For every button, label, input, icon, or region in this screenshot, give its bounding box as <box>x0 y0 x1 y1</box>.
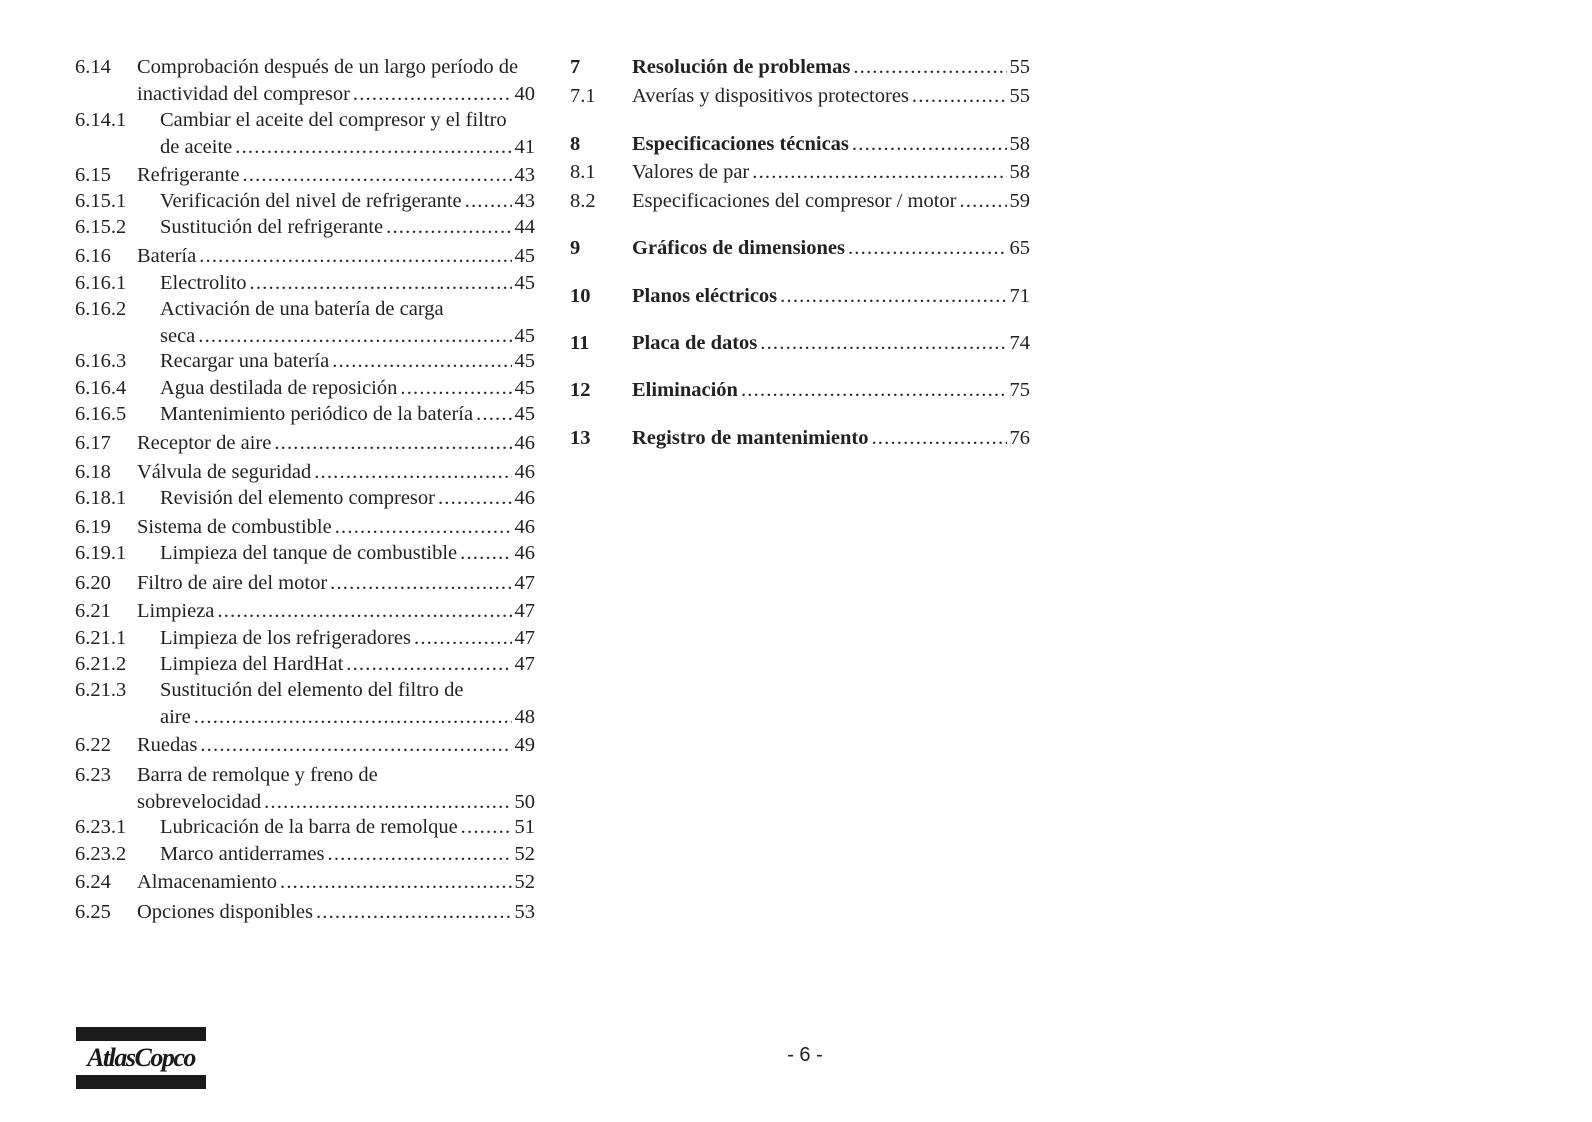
toc-entry-title: Sistema de combustible <box>137 516 332 538</box>
toc-leader-dots <box>414 625 511 652</box>
toc-entry[interactable] <box>75 401 535 428</box>
toc-leader-dots <box>460 540 511 567</box>
toc-leader-dots <box>912 83 1007 110</box>
toc-entry-page: 45 <box>514 272 535 294</box>
toc-entry-number: 6.23.2 <box>75 843 127 865</box>
toc-entry-title: Electrolito <box>160 272 247 294</box>
toc-leader-dots <box>400 375 511 402</box>
toc-entry[interactable] <box>75 677 535 731</box>
toc-entry-page: 51 <box>514 816 535 838</box>
toc-entry-title: Activación de una batería de carga <box>160 298 444 320</box>
toc-leader-dots <box>780 283 1006 310</box>
toc-entry-title: Eliminación <box>632 379 738 401</box>
toc-entry-title: Recargar una batería <box>160 350 330 372</box>
toc-entry-page: 59 <box>1009 190 1030 212</box>
toc-entry-title: Receptor de aire <box>137 432 272 454</box>
toc-entry-page: 49 <box>514 734 535 756</box>
toc-leader-dots <box>752 159 1006 186</box>
toc-entry-page: 46 <box>514 487 535 509</box>
toc-leader-dots <box>741 377 1007 404</box>
toc-entry-page: 58 <box>1009 133 1030 155</box>
toc-entry-page: 50 <box>514 791 535 813</box>
toc-entry-page: 48 <box>514 706 535 728</box>
toc-entry-title: Cambiar el aceite del compresor y el filtro <box>160 109 507 131</box>
toc-entry-title: Sustitución del refrigerante <box>160 216 384 238</box>
toc-chapter-entry[interactable] <box>570 235 1030 262</box>
toc-leader-dots <box>328 841 512 868</box>
toc-entry-title: Registro de mantenimiento <box>632 427 869 449</box>
toc-leader-dots <box>280 869 511 896</box>
toc-entry-page: 44 <box>514 216 535 238</box>
toc-entry-number: 6.14 <box>75 56 111 78</box>
toc-entry-title: Gráficos de dimensiones <box>632 237 845 259</box>
toc-entry-number: 6.25 <box>75 901 111 923</box>
toc-entry-number: 6.21 <box>75 600 111 622</box>
toc-entry-page: 46 <box>514 516 535 538</box>
toc-entry-page: 40 <box>514 83 535 105</box>
toc-entry-title: Verificación del nivel de refrigerante <box>160 190 462 212</box>
toc-entry-title-continued: aire <box>160 706 191 728</box>
toc-entry[interactable] <box>75 430 535 457</box>
toc-entry-page: 41 <box>514 136 535 158</box>
toc-entry-title: Valores de par <box>632 161 750 183</box>
toc-entry-page: 52 <box>514 871 535 893</box>
toc-entry-number: 6.15.1 <box>75 190 127 212</box>
toc-entry-number: 11 <box>570 332 590 354</box>
toc-entry-number: 6.23 <box>75 764 111 786</box>
toc-leader-dots <box>198 323 511 350</box>
toc-entry[interactable] <box>75 243 535 270</box>
logo-bar-bottom <box>76 1075 206 1089</box>
atlas-copco-logo <box>76 1027 206 1089</box>
toc-entry-number: 6.16.4 <box>75 377 127 399</box>
toc-entry[interactable] <box>75 188 535 215</box>
toc-entry-number: 6.22 <box>75 734 111 756</box>
toc-entry-title: Válvula de seguridad <box>137 461 312 483</box>
toc-entry-title: Limpieza de los refrigeradores <box>160 627 412 649</box>
toc-entry[interactable] <box>75 814 535 841</box>
toc-entry-number: 7.1 <box>570 85 596 107</box>
toc-chapter-entry[interactable] <box>570 377 1030 404</box>
toc-entry-title: Batería <box>137 245 197 267</box>
toc-leader-dots <box>235 134 511 161</box>
toc-leader-dots <box>330 570 511 597</box>
toc-entry-page: 52 <box>514 843 535 865</box>
toc-entry-title: Planos eléctricos <box>632 285 778 307</box>
toc-entry-number: 6.18.1 <box>75 487 127 509</box>
toc-entry-title: Agua destilada de reposición <box>160 377 398 399</box>
toc-entry-title: Comprobación después de un largo período de <box>137 56 519 78</box>
toc-entry-page: 47 <box>514 572 535 594</box>
toc-entry-page: 46 <box>514 461 535 483</box>
toc-entry-page: 43 <box>514 190 535 212</box>
toc-entry-number: 6.19.1 <box>75 542 127 564</box>
toc-entry-page: 55 <box>1009 85 1030 107</box>
toc-entry-title: Averías y dispositivos protectores <box>632 85 909 107</box>
toc-entry[interactable] <box>75 732 535 759</box>
toc-entry-number: 6.23.1 <box>75 816 127 838</box>
toc-entry-page: 45 <box>514 325 535 347</box>
logo-wordmark: AtlasCopco <box>87 1043 195 1072</box>
toc-entry[interactable] <box>75 348 535 375</box>
toc-entry-number: 6.16.3 <box>75 350 127 372</box>
toc-entry-number: 6.19 <box>75 516 111 538</box>
toc-entry-page: 45 <box>514 403 535 425</box>
toc-entry-page: 47 <box>514 600 535 622</box>
toc-entry-title: Almacenamiento <box>137 871 278 893</box>
toc-entry-page: 45 <box>514 245 535 267</box>
toc-entry-number: 6.15 <box>75 164 111 186</box>
toc-entry-title: Limpieza del tanque de combustible <box>160 542 458 564</box>
toc-leader-dots <box>871 425 1006 452</box>
toc-entry-number: 6.20 <box>75 572 111 594</box>
toc-entry-number: 12 <box>570 379 591 401</box>
toc-leader-dots <box>346 651 511 678</box>
toc-entry-title: Mantenimiento periódico de la batería <box>160 403 474 425</box>
toc-entry-page: 45 <box>514 350 535 372</box>
toc-entry[interactable] <box>75 107 535 161</box>
toc-entry-page: 47 <box>514 653 535 675</box>
toc-entry[interactable] <box>75 625 535 652</box>
toc-entry-page: 45 <box>514 377 535 399</box>
toc-entry[interactable] <box>75 899 535 926</box>
toc-entry-title: Sustitución del elemento del filtro de <box>160 679 464 701</box>
toc-chapter-entry[interactable] <box>570 283 1030 310</box>
toc-entry-title: Especificaciones del compresor / motor <box>632 190 957 212</box>
logo-bar-top <box>76 1027 206 1041</box>
toc-leader-dots <box>217 598 511 625</box>
toc-entry-page: 55 <box>1009 56 1030 78</box>
toc-leader-dots <box>199 243 511 270</box>
toc-leader-dots <box>852 131 1007 158</box>
toc-leader-dots <box>264 789 511 816</box>
toc-entry-page: 65 <box>1009 237 1030 259</box>
toc-entry-title: Especificaciones técnicas <box>632 133 849 155</box>
toc-entry[interactable] <box>75 540 535 567</box>
toc-leader-dots <box>194 704 512 731</box>
toc-entry-title: Barra de remolque y freno de <box>137 764 378 786</box>
toc-leader-dots <box>316 899 512 926</box>
toc-entry-number: 6.21.3 <box>75 679 127 701</box>
toc-entry-number: 6.14.1 <box>75 109 127 131</box>
toc-entry-page: 75 <box>1009 379 1030 401</box>
toc-chapter-entry[interactable] <box>570 330 1030 357</box>
toc-entry[interactable] <box>75 296 535 350</box>
toc-chapter-entry[interactable] <box>570 425 1030 452</box>
toc-entry-title-continued: seca <box>160 325 196 347</box>
toc-entry-number: 6.16.5 <box>75 403 127 425</box>
toc-entry-page: 76 <box>1009 427 1030 449</box>
toc-entry-title: Lubricación de la barra de remolque <box>160 816 458 838</box>
toc-entry[interactable] <box>75 869 535 896</box>
toc-leader-dots <box>760 330 1006 357</box>
toc-entry-page: 58 <box>1009 161 1030 183</box>
toc-leader-dots <box>476 401 511 428</box>
toc-entry-number: 6.21.1 <box>75 627 127 649</box>
toc-entry[interactable] <box>570 188 1030 215</box>
toc-leader-dots <box>465 188 512 215</box>
toc-entry[interactable] <box>75 162 535 189</box>
toc-entry[interactable] <box>75 570 535 597</box>
toc-entry-page: 47 <box>514 627 535 649</box>
toc-leader-dots <box>848 235 1007 262</box>
toc-entry-number: 6.16.1 <box>75 272 127 294</box>
toc-entry-number: 10 <box>570 285 591 307</box>
toc-chapter-entry[interactable] <box>570 54 1030 81</box>
toc-leader-dots <box>200 732 511 759</box>
toc-entry-page: 46 <box>514 432 535 454</box>
toc-entry-title-continued: sobrevelocidad <box>137 791 262 813</box>
toc-entry-title-continued: de aceite <box>160 136 233 158</box>
toc-entry[interactable] <box>75 598 535 625</box>
toc-leader-dots <box>274 430 511 457</box>
toc-entry-page: 71 <box>1009 285 1030 307</box>
toc-entry-number: 8.2 <box>570 190 596 212</box>
toc-entry[interactable] <box>570 159 1030 186</box>
toc-leader-dots <box>438 485 512 512</box>
toc-leader-dots <box>314 459 511 486</box>
toc-entry[interactable] <box>75 841 535 868</box>
toc-entry-title: Limpieza <box>137 600 215 622</box>
toc-entry-number: 6.17 <box>75 432 111 454</box>
toc-entry-number: 6.15.2 <box>75 216 127 238</box>
toc-entry-number: 6.16.2 <box>75 298 127 320</box>
toc-leader-dots <box>335 514 512 541</box>
toc-entry-page: 43 <box>514 164 535 186</box>
toc-entry-number: 7 <box>570 56 581 78</box>
toc-entry[interactable] <box>75 762 535 816</box>
toc-entry-number: 6.21.2 <box>75 653 127 675</box>
toc-entry[interactable] <box>570 83 1030 110</box>
toc-entry-title: Ruedas <box>137 734 198 756</box>
toc-entry-number: 6.18 <box>75 461 111 483</box>
toc-entry-number: 8.1 <box>570 161 596 183</box>
toc-leader-dots <box>461 814 512 841</box>
toc-entry-number: 9 <box>570 237 581 259</box>
toc-entry-title: Marco antiderrames <box>160 843 325 865</box>
toc-entry[interactable] <box>75 514 535 541</box>
toc-entry-number: 8 <box>570 133 581 155</box>
toc-entry-title-continued: inactividad del compresor <box>137 83 350 105</box>
toc-entry[interactable] <box>75 54 535 108</box>
toc-entry[interactable] <box>75 651 535 678</box>
toc-entry-page: 53 <box>514 901 535 923</box>
toc-leader-dots <box>250 270 512 297</box>
toc-entry-number: 6.16 <box>75 245 111 267</box>
toc-entry-title: Placa de datos <box>632 332 758 354</box>
toc-entry-page: 46 <box>514 542 535 564</box>
toc-entry-title: Resolución de problemas <box>632 56 851 78</box>
toc-entry[interactable] <box>75 375 535 402</box>
toc-entry-page: 74 <box>1009 332 1030 354</box>
toc-leader-dots <box>332 348 511 375</box>
toc-entry[interactable] <box>75 214 535 241</box>
toc-entry[interactable] <box>75 459 535 486</box>
toc-entry-title: Revisión del elemento compresor <box>160 487 435 509</box>
toc-entry-title: Limpieza del HardHat <box>160 653 344 675</box>
toc-entry[interactable] <box>75 270 535 297</box>
toc-entry-number: 6.24 <box>75 871 111 893</box>
toc-entry-title: Opciones disponibles <box>137 901 313 923</box>
page-number: - 6 - <box>787 1044 823 1066</box>
toc-chapter-entry[interactable] <box>570 131 1030 158</box>
toc-leader-dots <box>242 162 511 189</box>
toc-entry[interactable] <box>75 485 535 512</box>
toc-leader-dots <box>959 188 1006 215</box>
toc-leader-dots <box>353 81 512 108</box>
toc-leader-dots <box>853 54 1006 81</box>
toc-entry-number: 13 <box>570 427 591 449</box>
toc-entry-title: Refrigerante <box>137 164 240 186</box>
toc-leader-dots <box>386 214 511 241</box>
toc-entry-title: Filtro de aire del motor <box>137 572 328 594</box>
